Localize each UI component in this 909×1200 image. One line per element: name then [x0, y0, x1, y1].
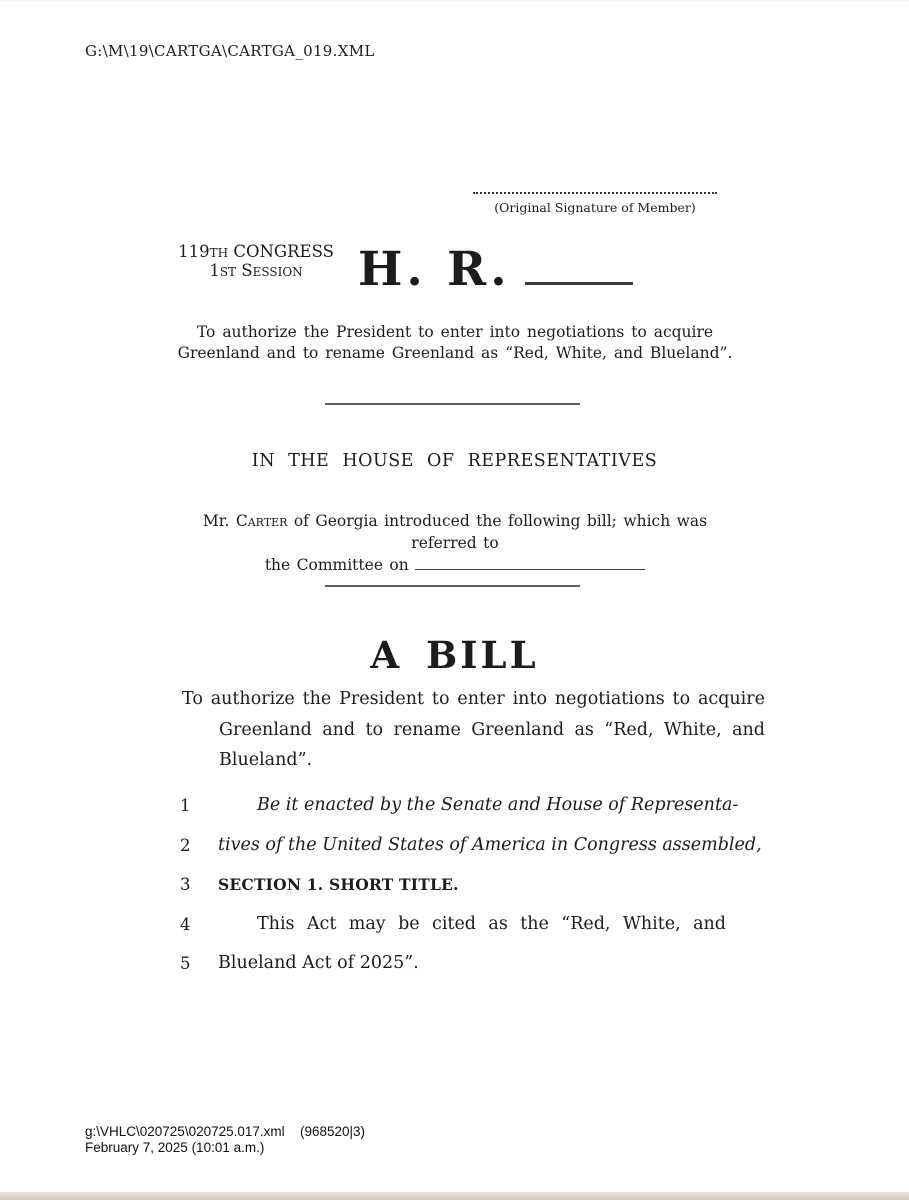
- signature-block: [473, 178, 717, 215]
- line-text: Be it enacted by the Senate and House of Representa-: [257, 795, 739, 815]
- congress-term: 119th CONGRESS: [178, 242, 334, 261]
- bill-title: A BILL: [370, 633, 539, 677]
- congress-session-block: [150, 242, 362, 280]
- signature-label: (Original Signature of Member): [494, 200, 696, 215]
- document-footer: [85, 1124, 585, 1156]
- sponsor-name: Carter: [235, 512, 288, 530]
- body-line: [180, 786, 739, 826]
- congress-session: 1st Session: [209, 261, 303, 280]
- bill-number-line: [358, 236, 633, 297]
- line-number: 2: [180, 835, 191, 855]
- body-line: [180, 905, 726, 945]
- signature-dotted-line: [473, 178, 717, 194]
- document-file-path: G:\M\19\CARTGA\CARTGA_019.XML: [85, 42, 375, 60]
- footer-date: February 7, 2025 (10:01 a.m.): [85, 1140, 265, 1155]
- footer-code: (968520|3): [300, 1124, 366, 1139]
- line-number: 1: [180, 796, 191, 815]
- footer-xml-path: g:\VHLC\020725\020725.017.xml: [85, 1124, 285, 1139]
- chamber-heading: IN THE HOUSE OF REPRESENTATIVES: [251, 451, 658, 471]
- bill-description: To authorize the President to enter into negotiations to acquire Greenland and to rename Greenland as “Red, White, and Blueland”.: [177, 323, 733, 362]
- line-number: 3: [180, 875, 191, 894]
- line-number: 4: [180, 914, 191, 934]
- body-line: [180, 944, 726, 984]
- body-line: [180, 826, 762, 866]
- horizontal-rule-top: [325, 403, 580, 405]
- horizontal-rule-bottom: [325, 585, 580, 587]
- page-bottom-edge: [0, 1192, 909, 1200]
- line-text: This Act may be cited as the “Red, White, and: [257, 913, 726, 934]
- body-line: [180, 865, 726, 905]
- bill-number-blank: [525, 236, 633, 285]
- line-text: SECTION 1. SHORT TITLE.: [218, 875, 459, 894]
- bill-body: [180, 786, 762, 984]
- line-text: tives of the United States of America in Congress assembled,: [218, 834, 762, 855]
- bill-number-prefix: H. R.: [358, 242, 511, 297]
- sponsor-paragraph: Mr. Carter of Georgia introduced the following bill; which was referred to the Committee on: [202, 512, 708, 574]
- line-text: Blueland Act of 2025”.: [218, 953, 419, 973]
- bill-preamble: To authorize the President to enter into negotiations to acquire Greenland and to rename Greenland as “Red, White, and Blueland”.: [182, 689, 765, 770]
- committee-blank-line: [415, 556, 645, 570]
- line-number: 5: [180, 954, 191, 973]
